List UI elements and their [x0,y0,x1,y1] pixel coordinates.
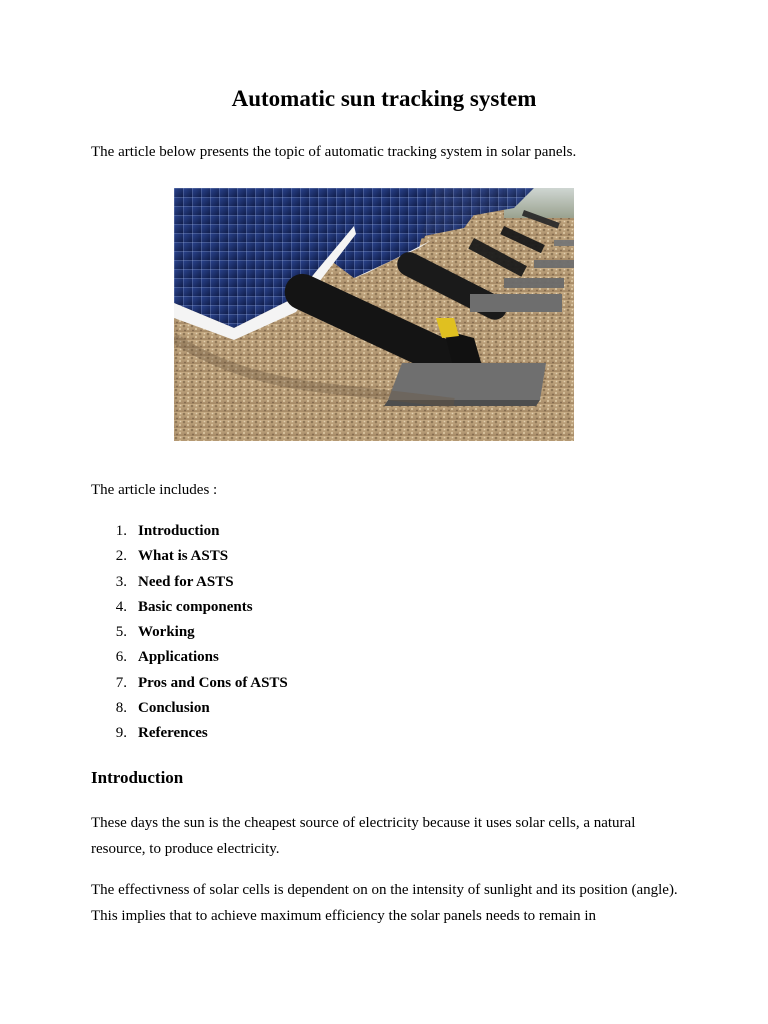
toc-number: 9. [115,725,127,742]
toc-number: 4. [115,598,127,615]
intro-sentence: The article below presents the topic of automatic tracking system in solar panels. [91,144,577,160]
toc-label: Basic components [138,598,253,615]
paragraph: The effectivness of solar cells is dependent on on the intensity of sunlight and its position (angle). This implies that to achieve maximum efficiency the solar panels needs to remain in [91,882,678,924]
toc-label: Applications [138,649,219,666]
paragraph: These days the sun is the cheapest source of electricity because it uses solar cells, a natural resource, to produce electricity. [91,815,636,857]
toc-number: 6. [115,649,127,666]
toc-label: Working [138,624,195,641]
toc-label: Conclusion [138,700,210,717]
toc-number: 8. [115,700,127,717]
toc-label: What is ASTS [138,548,229,565]
toc-label: Need for ASTS [138,573,234,590]
toc-label: Introduction [138,523,220,539]
toc-number: 1. [115,523,127,539]
toc-number: 2. [115,548,127,565]
document-title: Automatic sun tracking system [231,86,537,111]
solar-panels-photo [174,188,574,441]
toc-number: 7. [115,674,127,691]
section-heading-introduction: Introduction [91,768,184,787]
includes-label: The article includes : [91,482,218,498]
toc-label: References [138,725,208,742]
toc-label: Pros and Cons of ASTS [138,674,288,691]
toc-number: 5. [115,624,127,641]
toc-number: 3. [115,573,127,590]
